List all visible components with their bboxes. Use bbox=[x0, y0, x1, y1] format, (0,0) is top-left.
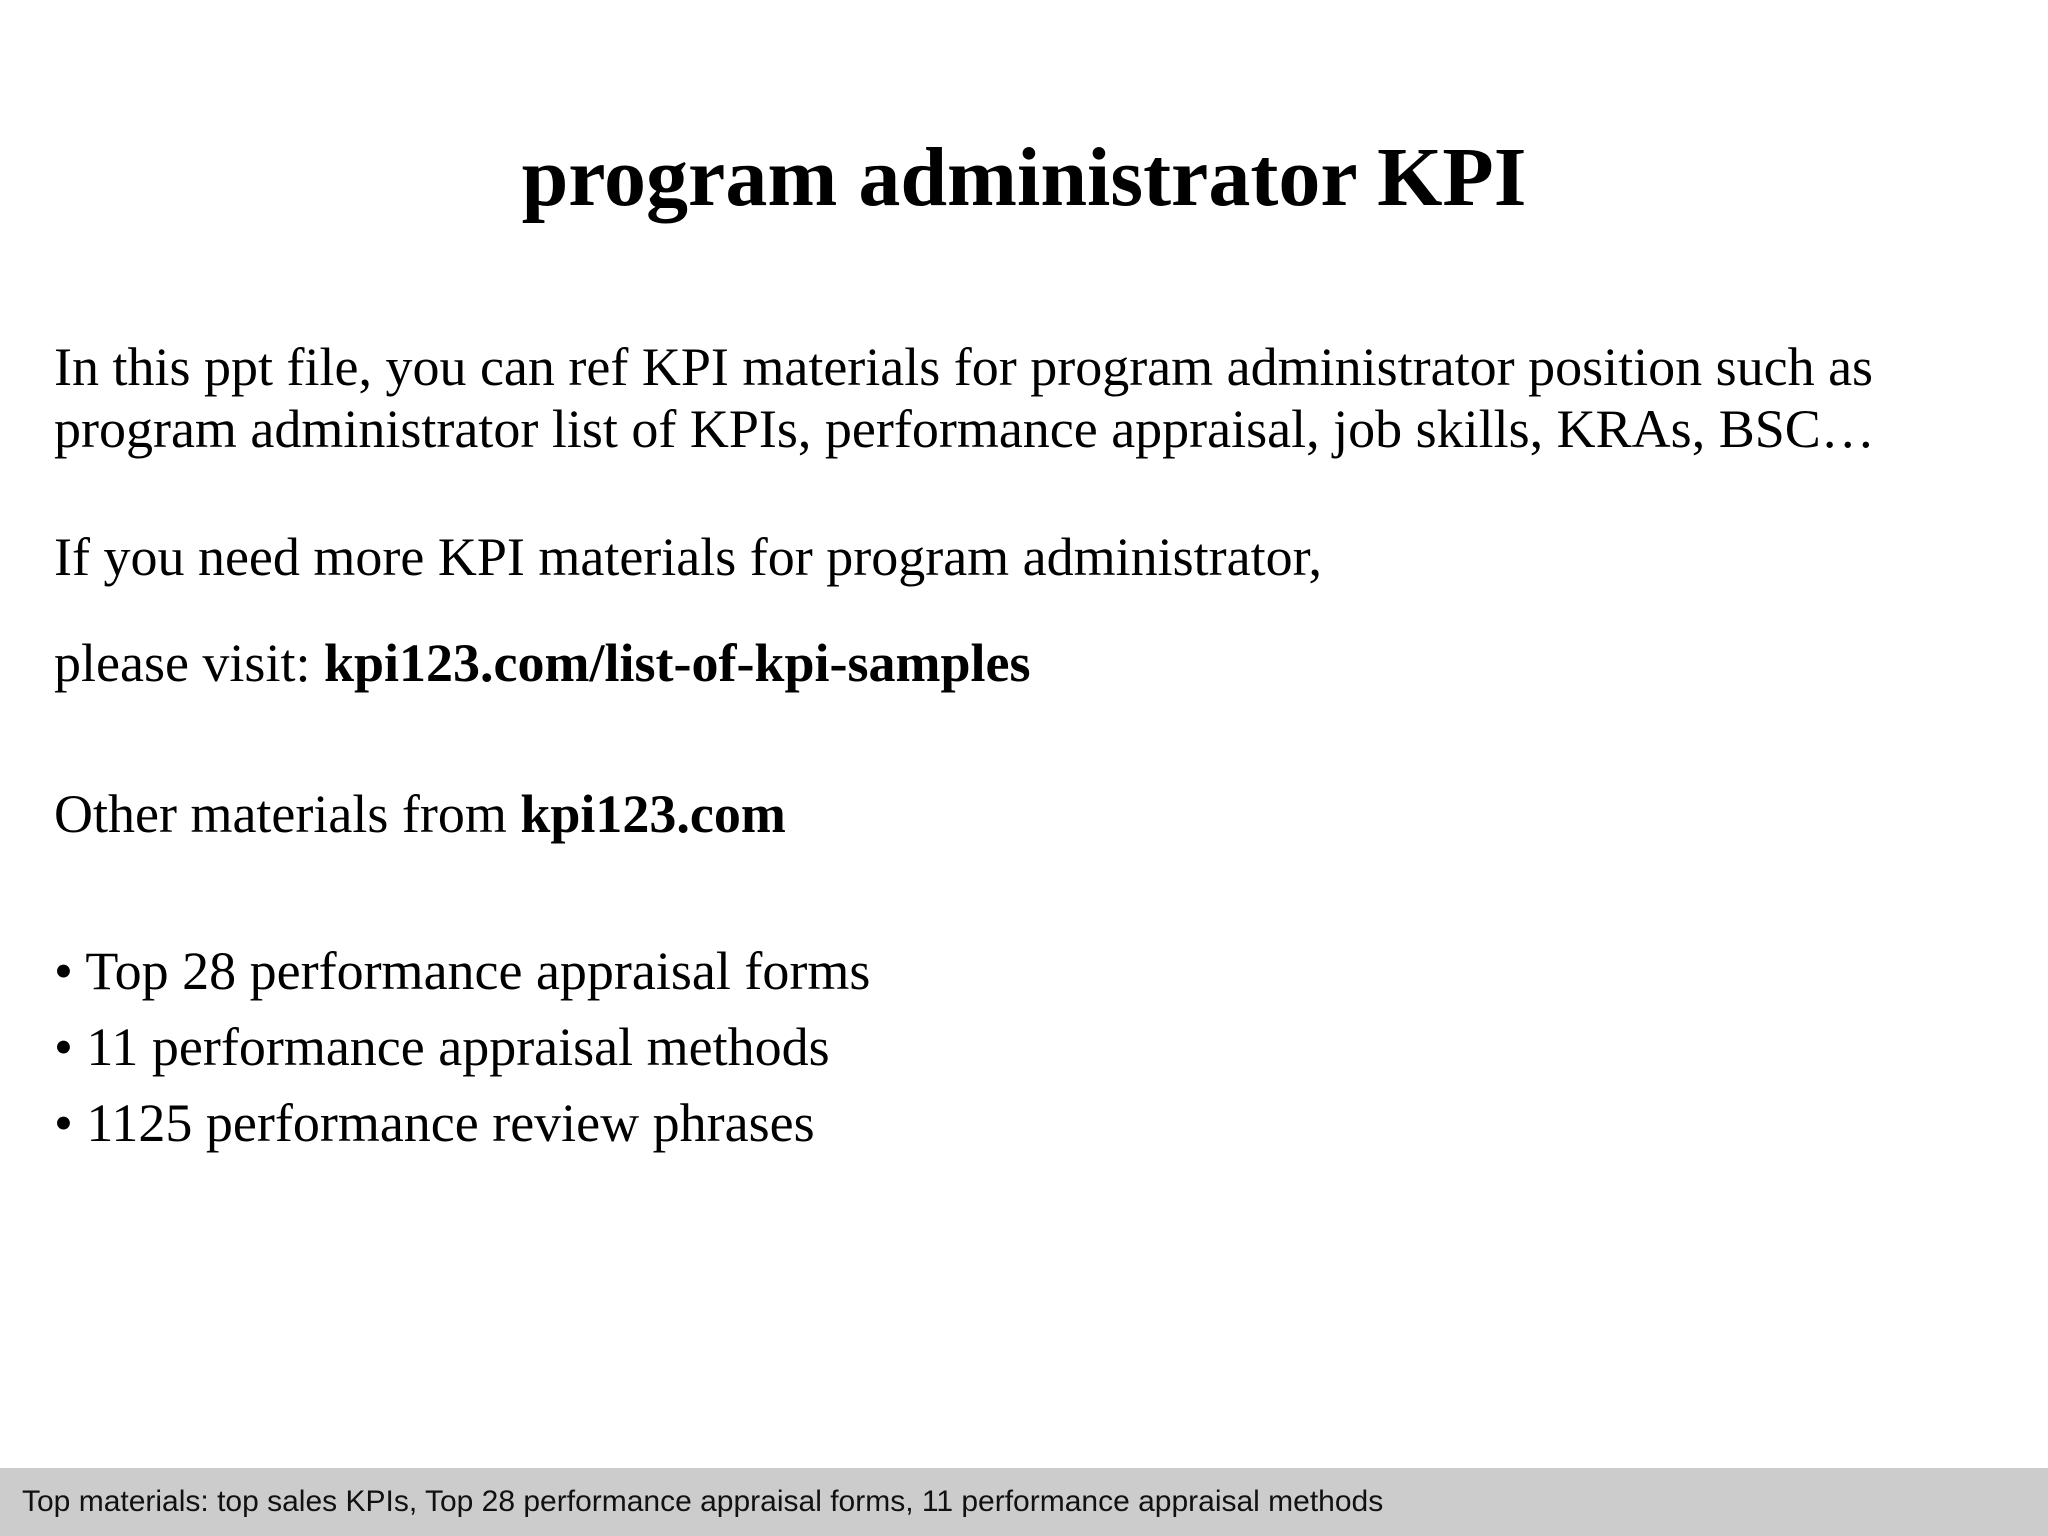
footer-bar bbox=[0, 1468, 2048, 1536]
footer-text: Top materials: top sales KPIs, Top 28 performance appraisal forms, 11 performance appraisal methods bbox=[22, 1485, 1384, 1518]
visit-prefix: please visit: bbox=[54, 633, 324, 693]
list-item: • Top 28 performance appraisal forms bbox=[54, 941, 871, 1001]
need-more-text: If you need more KPI materials for program administrator, bbox=[54, 527, 1322, 587]
visit-line bbox=[54, 632, 1031, 694]
other-prefix: Other materials from bbox=[54, 784, 521, 844]
kpi-samples-link[interactable]: kpi123.com/list-of-kpi-samples bbox=[323, 633, 1031, 693]
intro-line-1: In this ppt file, you can ref KPI materials for program administrator position such as bbox=[54, 337, 1874, 397]
kpi123-link[interactable]: kpi123.com bbox=[520, 784, 786, 844]
intro-line-2: program administrator list of KPIs, performance appraisal, job skills, KRAs, BSC… bbox=[54, 399, 1875, 459]
list-item: • 1125 performance review phrases bbox=[54, 1093, 815, 1153]
materials-list bbox=[54, 933, 870, 1161]
slide-title: program administrator KPI bbox=[521, 131, 1527, 224]
list-item: • 11 performance appraisal methods bbox=[54, 1017, 830, 1077]
other-materials-line bbox=[54, 783, 786, 845]
intro-paragraph bbox=[54, 336, 1875, 460]
